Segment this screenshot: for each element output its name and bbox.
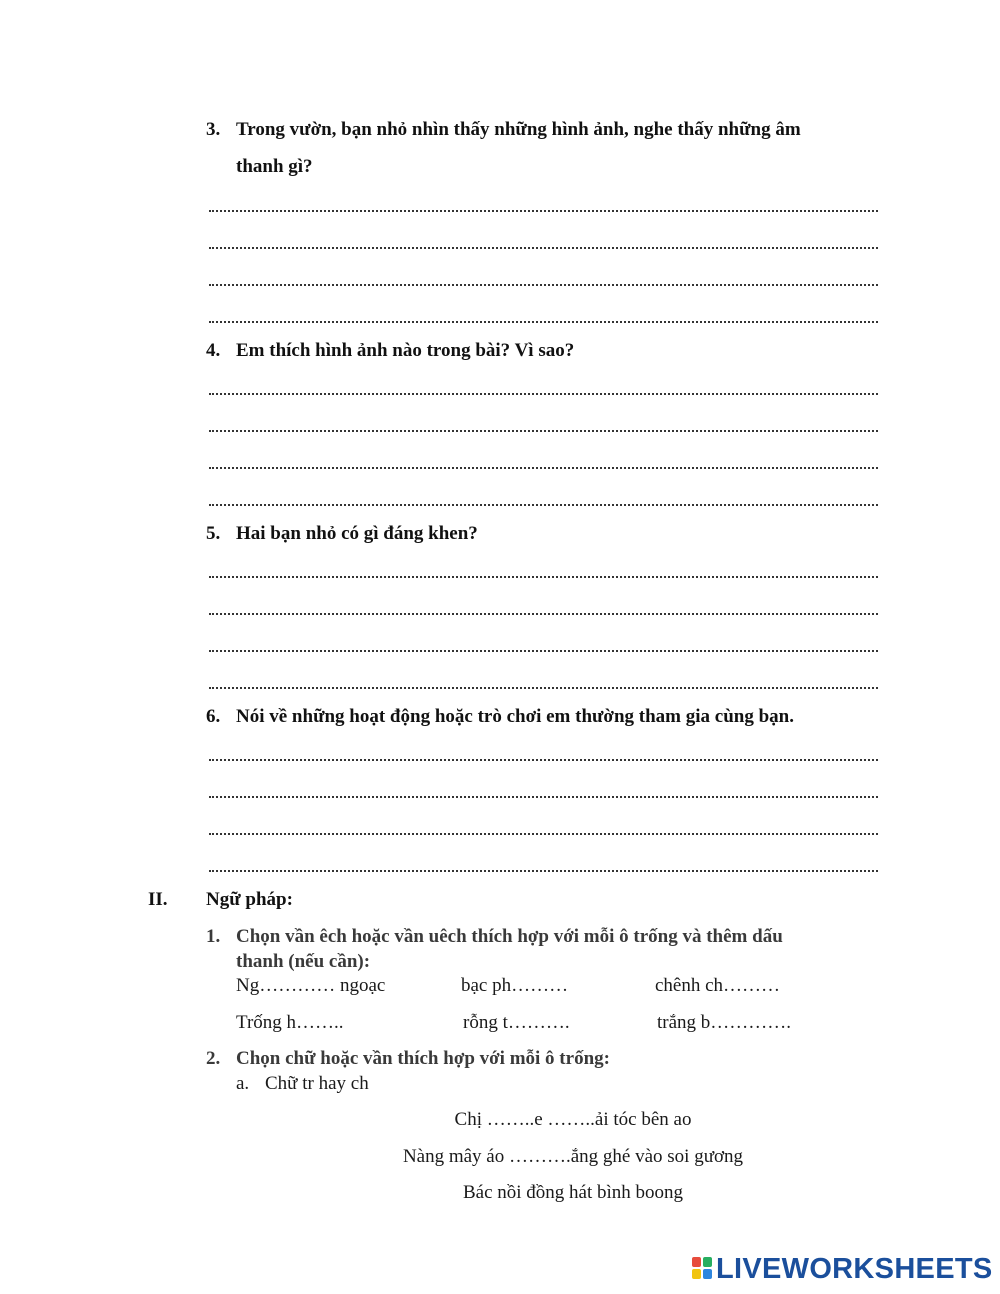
logo-square-yellow [692,1269,701,1279]
sub-item-text: Chữ tr hay ch [265,1073,369,1094]
question-number: 5. [206,523,221,544]
fill-blank-item[interactable]: chênh ch……… [655,975,781,996]
question-text: Nói về những hoạt động hoặc trò chơi em thường tham gia cùng bạn. [236,706,794,727]
question-text: Em thích hình ảnh nào trong bài? Vì sao? [236,340,575,361]
question-number: 3. [206,119,221,140]
logo-square-red [692,1257,701,1267]
answer-line[interactable] [209,833,878,835]
exercise-1-text: Chọn vần êch hoặc vần uêch thích hợp với mỗi ô trống và thêm dấu [236,926,783,947]
answer-line[interactable] [209,504,878,506]
logo-square-blue [703,1269,712,1279]
section-roman-numeral: II. [148,889,168,910]
exercise-1-number: 1. [206,926,221,947]
question-text: Trong vườn, bạn nhỏ nhìn thấy những hình ảnh, nghe thấy những âm [236,119,801,140]
poem-line[interactable]: Nàng mây áo ……….ắng ghé vào soi gương [402,1146,744,1167]
answer-line[interactable] [209,284,878,286]
answer-line[interactable] [209,759,878,761]
fill-blank-item[interactable]: rỗng t………. [463,1012,570,1033]
fill-blank-item[interactable]: bạc ph……… [461,975,569,996]
exercise-2-number: 2. [206,1048,221,1069]
question-text-cont: thanh gì? [236,156,313,177]
answer-line[interactable] [209,247,878,249]
exercise-2-text: Chọn chữ hoặc vần thích hợp với mỗi ô trống: [236,1048,610,1069]
logo-text: LIVEWORKSHEETS [716,1253,993,1285]
exercise-1-text-cont: thanh (nếu cần): [236,951,371,972]
poem-line: Bác nồi đồng hát bình boong [462,1182,684,1203]
answer-line[interactable] [209,467,878,469]
question-number: 4. [206,340,221,361]
answer-line[interactable] [209,430,878,432]
answer-line[interactable] [209,393,878,395]
answer-line[interactable] [209,321,878,323]
logo-square-green [703,1257,712,1267]
answer-line[interactable] [209,796,878,798]
answer-line[interactable] [209,576,878,578]
answer-line[interactable] [209,650,878,652]
liveworksheets-logo [692,1253,992,1285]
question-number: 6. [206,706,221,727]
logo-mark-icon [692,1257,714,1281]
fill-blank-item[interactable]: trắng b…………. [657,1012,792,1033]
sub-item-label: a. [236,1073,250,1094]
answer-line[interactable] [209,210,878,212]
answer-line[interactable] [209,870,878,872]
answer-line[interactable] [209,687,878,689]
fill-blank-item[interactable]: Trống h…….. [236,1012,344,1033]
answer-line[interactable] [209,613,878,615]
fill-blank-item[interactable]: Ng………… ngoạc [236,975,386,996]
question-text: Hai bạn nhỏ có gì đáng khen? [236,523,478,544]
poem-line[interactable]: Chị ……..e ……..ải tóc bên ao [454,1109,692,1130]
section-title: Ngữ pháp: [206,889,293,910]
